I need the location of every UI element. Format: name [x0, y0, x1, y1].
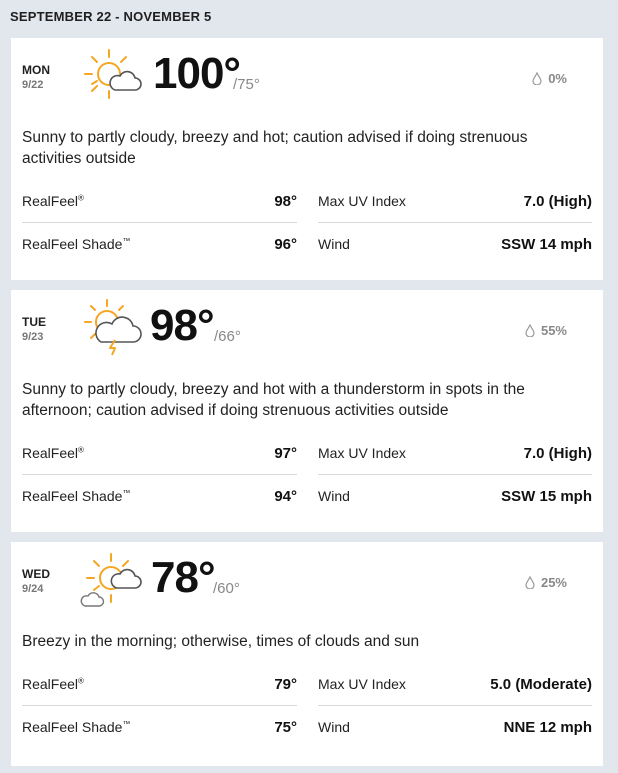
date-range-header: SEPTEMBER 22 - NOVEMBER 5	[10, 9, 212, 24]
uv-index-value: 7.0 (High)	[523, 192, 592, 210]
precipitation-value: 25%	[540, 575, 567, 590]
realfeel-shade-value: 94°	[274, 487, 297, 505]
divider	[22, 705, 297, 706]
day-of-week: TUE	[22, 315, 46, 329]
realfeel-shade-value: 75°	[274, 718, 297, 736]
day-date: 9/23	[22, 331, 44, 343]
sun-cloud-icon	[79, 46, 145, 104]
realfeel-label: RealFeel®	[22, 193, 84, 209]
low-temperature: /60°	[213, 580, 240, 597]
realfeel-label: RealFeel®	[22, 445, 84, 461]
realfeel-row	[22, 673, 297, 695]
high-temperature: 78°	[151, 553, 215, 602]
forecast-phrase: Sunny to partly cloudy, breezy and hot; caution advised if doing strenuous activities outside	[22, 129, 528, 167]
sun-cloud-thunder-icon	[79, 298, 145, 356]
uv-index-value: 5.0 (Moderate)	[490, 675, 592, 693]
day-date: 9/22	[22, 79, 44, 91]
realfeel-shade-row	[22, 716, 297, 738]
wind-label: Wind	[318, 236, 350, 252]
uv-index-value: 7.0 (High)	[523, 444, 592, 462]
realfeel-shade-row	[22, 485, 297, 507]
divider	[318, 222, 592, 223]
wind-row	[318, 485, 592, 507]
realfeel-row	[22, 442, 297, 464]
high-temperature: 98°	[150, 301, 214, 350]
sun-clouds-icon	[79, 550, 145, 608]
precipitation	[532, 71, 567, 86]
realfeel-shade-label: RealFeel Shade™	[22, 236, 131, 252]
divider	[22, 222, 297, 223]
realfeel-shade-label: RealFeel Shade™	[22, 488, 131, 504]
realfeel-value: 79°	[274, 675, 297, 693]
precipitation	[525, 323, 567, 338]
realfeel-value: 97°	[274, 444, 297, 462]
realfeel-shade-row	[22, 233, 297, 255]
forecast-phrase: Breezy in the morning; otherwise, times of clouds and sun	[22, 633, 420, 650]
wind-label: Wind	[318, 488, 350, 504]
low-temperature: /66°	[214, 328, 241, 345]
daily-forecast-card[interactable]	[11, 542, 603, 766]
low-temperature: /75°	[233, 76, 260, 93]
raindrop-icon	[525, 576, 535, 589]
wind-row	[318, 233, 592, 255]
precipitation-value: 0%	[548, 71, 567, 86]
day-of-week: MON	[22, 63, 50, 77]
raindrop-icon	[525, 324, 535, 337]
realfeel-value: 98°	[274, 192, 297, 210]
realfeel-shade-value: 96°	[274, 235, 297, 253]
realfeel-row	[22, 190, 297, 212]
uv-index-row	[318, 442, 592, 464]
wind-value: NNE 12 mph	[503, 718, 592, 736]
day-date: 9/24	[22, 583, 44, 595]
high-temperature: 100°	[153, 49, 241, 98]
wind-row	[318, 716, 592, 738]
uv-index-row	[318, 190, 592, 212]
wind-value: SSW 15 mph	[501, 487, 592, 505]
uv-index-label: Max UV Index	[318, 676, 406, 692]
daily-forecast-card[interactable]	[11, 290, 603, 532]
divider	[318, 474, 592, 475]
uv-index-label: Max UV Index	[318, 445, 406, 461]
divider	[22, 474, 297, 475]
forecast-phrase: Sunny to partly cloudy, breezy and hot with a thunderstorm in spots in the afternoon; caution advised if doing strenuous activities outside	[22, 381, 525, 419]
uv-index-label: Max UV Index	[318, 193, 406, 209]
day-of-week: WED	[22, 567, 50, 581]
daily-forecast-card[interactable]	[11, 38, 603, 280]
precipitation-value: 55%	[540, 323, 567, 338]
raindrop-icon	[532, 72, 542, 85]
wind-value: SSW 14 mph	[501, 235, 592, 253]
realfeel-shade-label: RealFeel Shade™	[22, 719, 131, 735]
divider	[318, 705, 592, 706]
uv-index-row	[318, 673, 592, 695]
precipitation	[525, 575, 567, 590]
realfeel-label: RealFeel®	[22, 676, 84, 692]
wind-label: Wind	[318, 719, 350, 735]
